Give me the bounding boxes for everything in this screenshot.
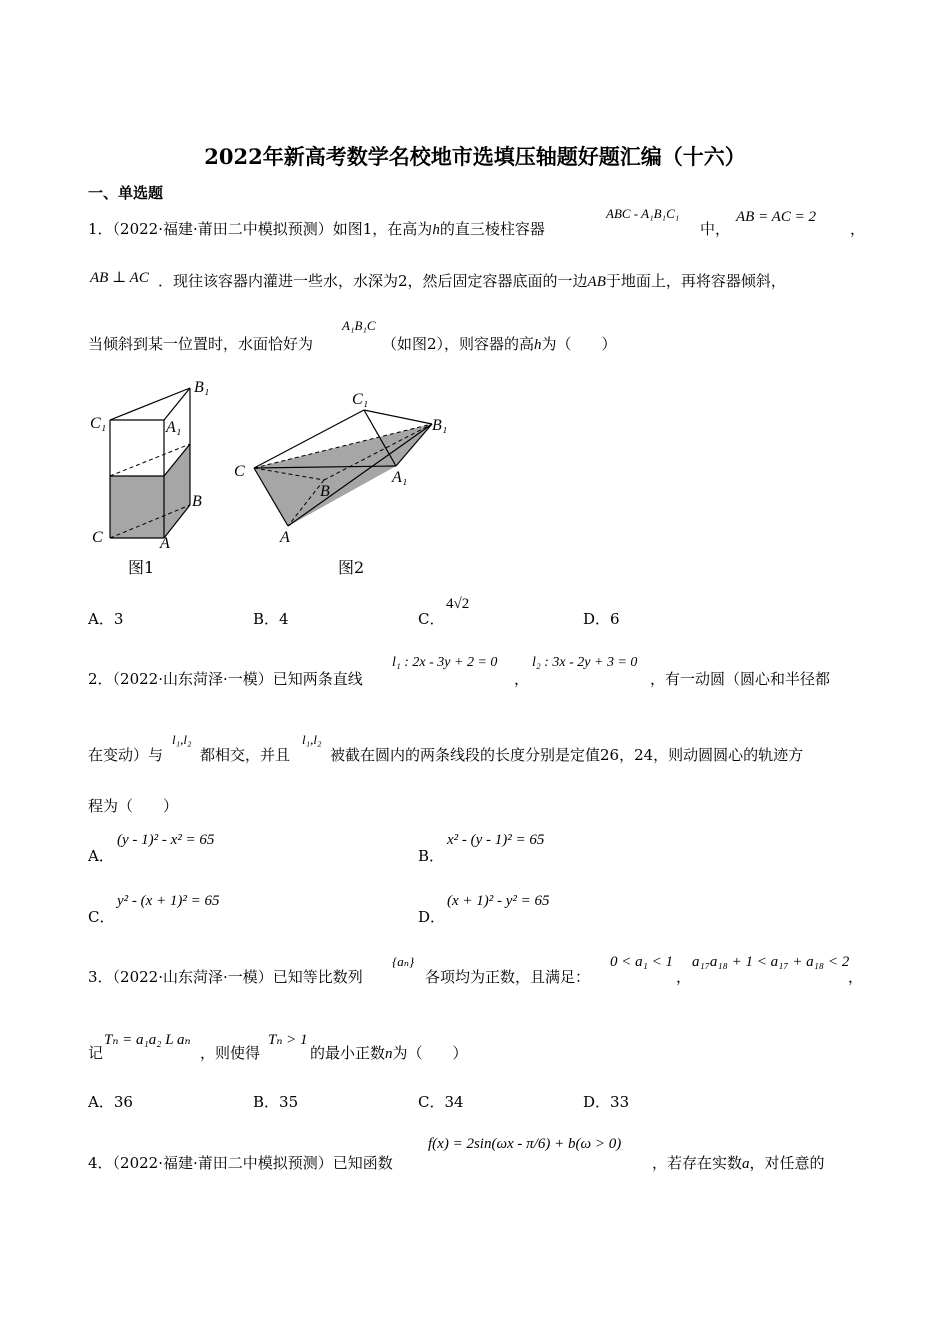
fig1-label-c1: C₁ xyxy=(90,415,107,432)
q1-line3-b xyxy=(382,334,617,355)
q3-sequence-formula: {aₙ} xyxy=(392,954,415,969)
q1-plane-formula: A₁B₁C xyxy=(342,318,376,333)
q3-text: 各项均为正数，且满足： xyxy=(425,968,591,986)
fig2-label-a: A xyxy=(280,529,290,546)
q1-text: 中， xyxy=(700,220,731,238)
q2-option-c-label: C． xyxy=(88,908,115,926)
q3-condition-1: 0 < a₁ < 1 xyxy=(610,954,673,970)
q1-figures xyxy=(86,372,466,582)
q1-line2 xyxy=(158,271,786,292)
q3-comma: ， xyxy=(848,968,864,986)
q4-line1-a xyxy=(88,1153,393,1173)
q4-line1-b xyxy=(652,1153,825,1174)
q3-line2-c xyxy=(310,1043,468,1064)
q2-lines-formula-b: l₁,l₂ xyxy=(302,732,322,747)
q2-line1-a xyxy=(88,669,363,689)
q1-text: 的直三棱柱容器 xyxy=(439,220,545,238)
q3-comma: ， xyxy=(676,968,692,986)
q1-perp-formula: AB ⊥ AC xyxy=(90,270,149,286)
q1-option-a: A．3 xyxy=(88,610,124,628)
q2-text: ，有一动圆（圆心和半径都 xyxy=(650,670,831,688)
q1-eq-formula: AB = AC = 2 xyxy=(736,209,816,225)
q4-source: （2022·福建·莆田二中模拟预测） xyxy=(112,1154,333,1172)
q2-option-c-formula: y² - (x + 1)² = 65 xyxy=(117,893,220,909)
fig2-caption: 图2 xyxy=(338,558,365,577)
q1-line3-a: 当倾斜到某一位置时，水面恰好为 xyxy=(88,335,314,353)
q2-option-d-formula: (x + 1)² - y² = 65 xyxy=(447,893,550,909)
q1-option-b: B．4 xyxy=(253,610,289,628)
q4-a: a xyxy=(742,1156,750,1172)
q1-option-c: C． xyxy=(418,610,445,628)
q4-text: 已知函数 xyxy=(332,1154,393,1172)
fig1-label-c: C xyxy=(92,529,103,546)
q3-line1-a xyxy=(88,967,363,987)
q3-condition-2: a₁₇a₁₈ + 1 < a₁₇ + a₁₈ < 2 xyxy=(692,954,850,970)
q4-number: 4． xyxy=(88,1154,113,1172)
q2-line1-formula: l₁ : 2x - 3y + 2 = 0 xyxy=(392,655,498,670)
fig1-label-a1: A₁ xyxy=(166,419,182,436)
q2-source: （2022·山东菏泽·一模） xyxy=(112,670,273,688)
q1-h: h xyxy=(432,222,440,238)
q2-line2-b: 都相交，并且 xyxy=(200,746,291,764)
fig2-label-c: C xyxy=(234,463,245,480)
q1-text: ， xyxy=(850,220,866,238)
q2-text: 已知两条直线 xyxy=(272,670,363,688)
q1-text: 为（ ） xyxy=(541,335,617,353)
q2-sep: ， xyxy=(514,670,530,688)
q1-option-d: D．6 xyxy=(583,610,620,628)
q2-option-a-formula: (y - 1)² - x² = 65 xyxy=(117,832,215,848)
q1-text: 如图1，在高为 xyxy=(332,220,433,238)
q3-option-c: C．34 xyxy=(418,1093,464,1111)
q1-number: 1． xyxy=(88,220,113,238)
figure-1-prism xyxy=(110,388,190,538)
q2-number: 2． xyxy=(88,670,113,688)
q3-option-b: B．35 xyxy=(253,1093,299,1111)
q3-n: n xyxy=(385,1046,393,1062)
q3-text: 已知等比数列 xyxy=(272,968,363,986)
q3-text: 为（ ） xyxy=(392,1044,468,1062)
q3-text: 的最小正数 xyxy=(310,1044,386,1062)
fig2-label-b1: B₁ xyxy=(432,417,448,434)
q3-source: （2022·山东菏泽·一模） xyxy=(112,968,273,986)
q1-source: （2022·福建·莆田二中模拟预测） xyxy=(112,220,333,238)
q3-tn-formula: Tₙ = a₁a₂ L aₙ xyxy=(104,1032,191,1048)
fig2-label-a1: A₁ xyxy=(392,469,408,486)
q3-option-a: A．36 xyxy=(88,1093,133,1111)
q3-line2-b: ，则使得 xyxy=(200,1044,261,1062)
fig1-label-a: A xyxy=(160,535,170,552)
q3-line2-a: 记 xyxy=(88,1044,104,1062)
fig1-label-b1: B₁ xyxy=(194,379,210,396)
q3-number: 3． xyxy=(88,968,113,986)
q1-h: h xyxy=(534,337,542,353)
q4-text: ，若存在实数 xyxy=(652,1154,743,1172)
q1-ab: AB xyxy=(587,274,606,290)
q3-tn-condition: Tₙ > 1 xyxy=(268,1032,308,1048)
q1-line1 xyxy=(88,219,545,240)
q4-text: ，对任意的 xyxy=(749,1154,825,1172)
fig1-label-b: B xyxy=(192,493,202,510)
fig1-caption: 图1 xyxy=(128,558,155,577)
q1-text: （如图2），则容器的高 xyxy=(382,335,535,353)
q1-option-c-formula: 4√2 xyxy=(446,596,470,612)
q1-text: ．现往该容器内灌进一些水，水深为2，然后固定容器底面的一边 xyxy=(158,272,588,290)
page-title: 2022年新高考数学名校地市选填压轴题好题汇编（十六） xyxy=(204,144,746,169)
q2-lines-formula-a: l₁,l₂ xyxy=(172,732,192,747)
q2-option-b-label: B． xyxy=(418,847,445,865)
fig2-label-b: B xyxy=(320,483,330,500)
section-heading: 一、单选题 xyxy=(88,184,164,202)
q2-line2-c: 被截在圆内的两条线段的长度分别是定值26，24，则动圆圆心的轨迹方 xyxy=(330,746,804,764)
q2-option-a-label: A． xyxy=(88,847,114,865)
q2-option-d-label: D． xyxy=(418,908,446,926)
q2-line3: 程为（ ） xyxy=(88,797,179,815)
fig2-label-c1: C₁ xyxy=(352,391,369,408)
figure-2-tilted-prism xyxy=(254,410,432,526)
q2-line2-a: 在变动）与 xyxy=(88,746,164,764)
q2-line2-formula: l₂ : 3x - 2y + 3 = 0 xyxy=(532,655,638,670)
q1-text: 于地面上，再将容器倾斜， xyxy=(605,272,786,290)
q2-option-b-formula: x² - (y - 1)² = 65 xyxy=(447,832,545,848)
q4-function-formula: f(x) = 2sin(ωx - π/6) + b(ω > 0) xyxy=(428,1136,622,1152)
q3-option-d: D．33 xyxy=(583,1093,630,1111)
q1-prism-formula: ABC - A₁B₁C₁ xyxy=(606,206,680,221)
